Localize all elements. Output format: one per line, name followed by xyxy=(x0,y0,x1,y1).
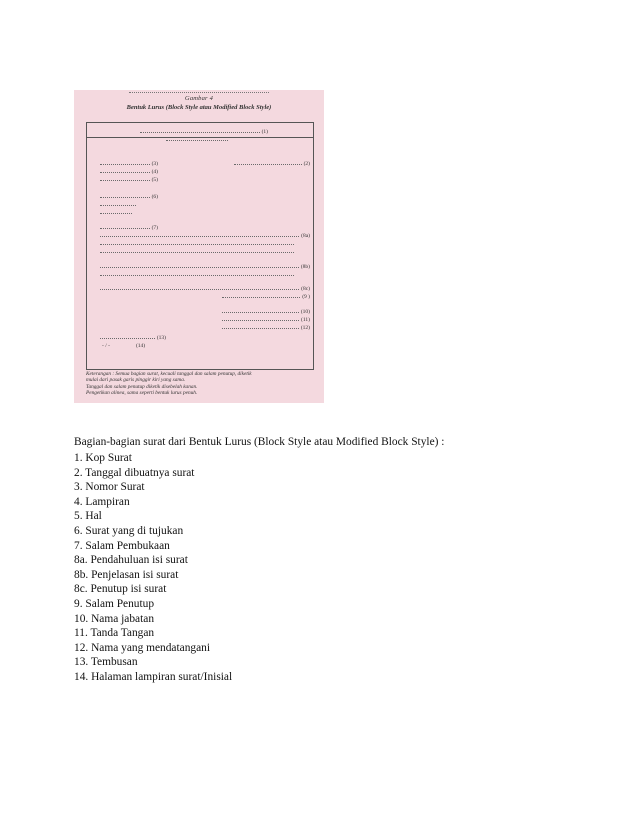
row-tembusan: (13) xyxy=(100,334,166,342)
note-line: Pengetikan alinea, sama seperti bentuk lurus penuh. xyxy=(86,389,198,396)
list-item: 7. Salam Pembukaan xyxy=(74,539,170,552)
row-nama-penanda-tangan: (12) xyxy=(222,324,310,332)
list-item: 14. Halaman lampiran surat/Inisial xyxy=(74,670,233,683)
list-item: 8c. Penutup isi surat xyxy=(74,583,167,596)
figure-title: Bentuk Lurus (Block Style atau Modified Block Style) xyxy=(126,104,272,111)
row-pendahuluan-3 xyxy=(100,248,296,256)
figure-number: Gambar 4 xyxy=(184,95,214,102)
row-pendahuluan-2 xyxy=(100,240,296,248)
row-penutup-isi: (8c) xyxy=(100,285,310,293)
parts-heading: Bagian-bagian surat dari Bentuk Lurus (Block Style atau Modified Block Style) : xyxy=(74,436,445,448)
list-item: 1. Kop Surat xyxy=(74,452,132,464)
row-tanggal: (2) xyxy=(234,160,310,168)
row-nomor: (3) xyxy=(100,160,158,168)
list-item: 2. Tanggal dibuatnya surat xyxy=(74,466,195,479)
row-kop-surat: (1) xyxy=(140,128,268,136)
list-item: 3. Nomor Surat xyxy=(74,481,145,494)
block-style-diagram xyxy=(74,90,324,403)
row-hal: (5) xyxy=(100,176,158,184)
parts-list xyxy=(74,451,232,685)
row-nama-jabatan: (10) xyxy=(222,308,310,316)
row-tanda-tangan: (11) xyxy=(222,316,310,324)
row-pendahuluan: (8a) xyxy=(100,232,310,240)
list-item: 11. Tanda Tangan xyxy=(74,627,155,640)
row-tujuan-3 xyxy=(100,209,134,217)
list-item: 8a. Pendahuluan isi surat xyxy=(74,554,188,567)
row-tujuan: (6) xyxy=(100,193,158,201)
row-salam-penutup: (9 ) xyxy=(222,293,310,301)
list-item: 8b. Penjelasan isi surat xyxy=(74,568,179,581)
list-item: 13. Tembusan xyxy=(74,656,138,669)
row-penjelasan-2 xyxy=(100,271,296,279)
list-item: 6. Surat yang di tujukan xyxy=(74,524,184,537)
scan-top-dotted-line xyxy=(129,92,269,93)
list-item: 4. Lampiran xyxy=(74,495,130,508)
row-kop-surat-2 xyxy=(166,136,230,144)
list-item: 10. Nama jabatan xyxy=(74,612,155,625)
list-item: 9. Salam Penutup xyxy=(74,597,155,610)
list-item: 12. Nama yang mendatangani xyxy=(74,641,211,654)
note-line: Tanggal dan salam penutup diketik disebelah kanan. xyxy=(86,383,198,390)
list-item: 5. Hal xyxy=(74,510,102,523)
row-penjelasan: (8b) xyxy=(100,263,310,271)
note-line: mulai dari pasak garis pinggir kiri yang sama. xyxy=(86,377,186,384)
row-salam-pembukaan: (7) xyxy=(100,224,158,232)
row-tujuan-2 xyxy=(100,201,138,209)
figure-note xyxy=(86,371,316,396)
row-lampiran: (4) xyxy=(100,168,158,176)
note-line: Keterangan : Semua bagian surat, kecuali tanggal dan salam penutup, diketik xyxy=(86,371,252,377)
row-inisial: - / - (14) xyxy=(102,343,146,349)
